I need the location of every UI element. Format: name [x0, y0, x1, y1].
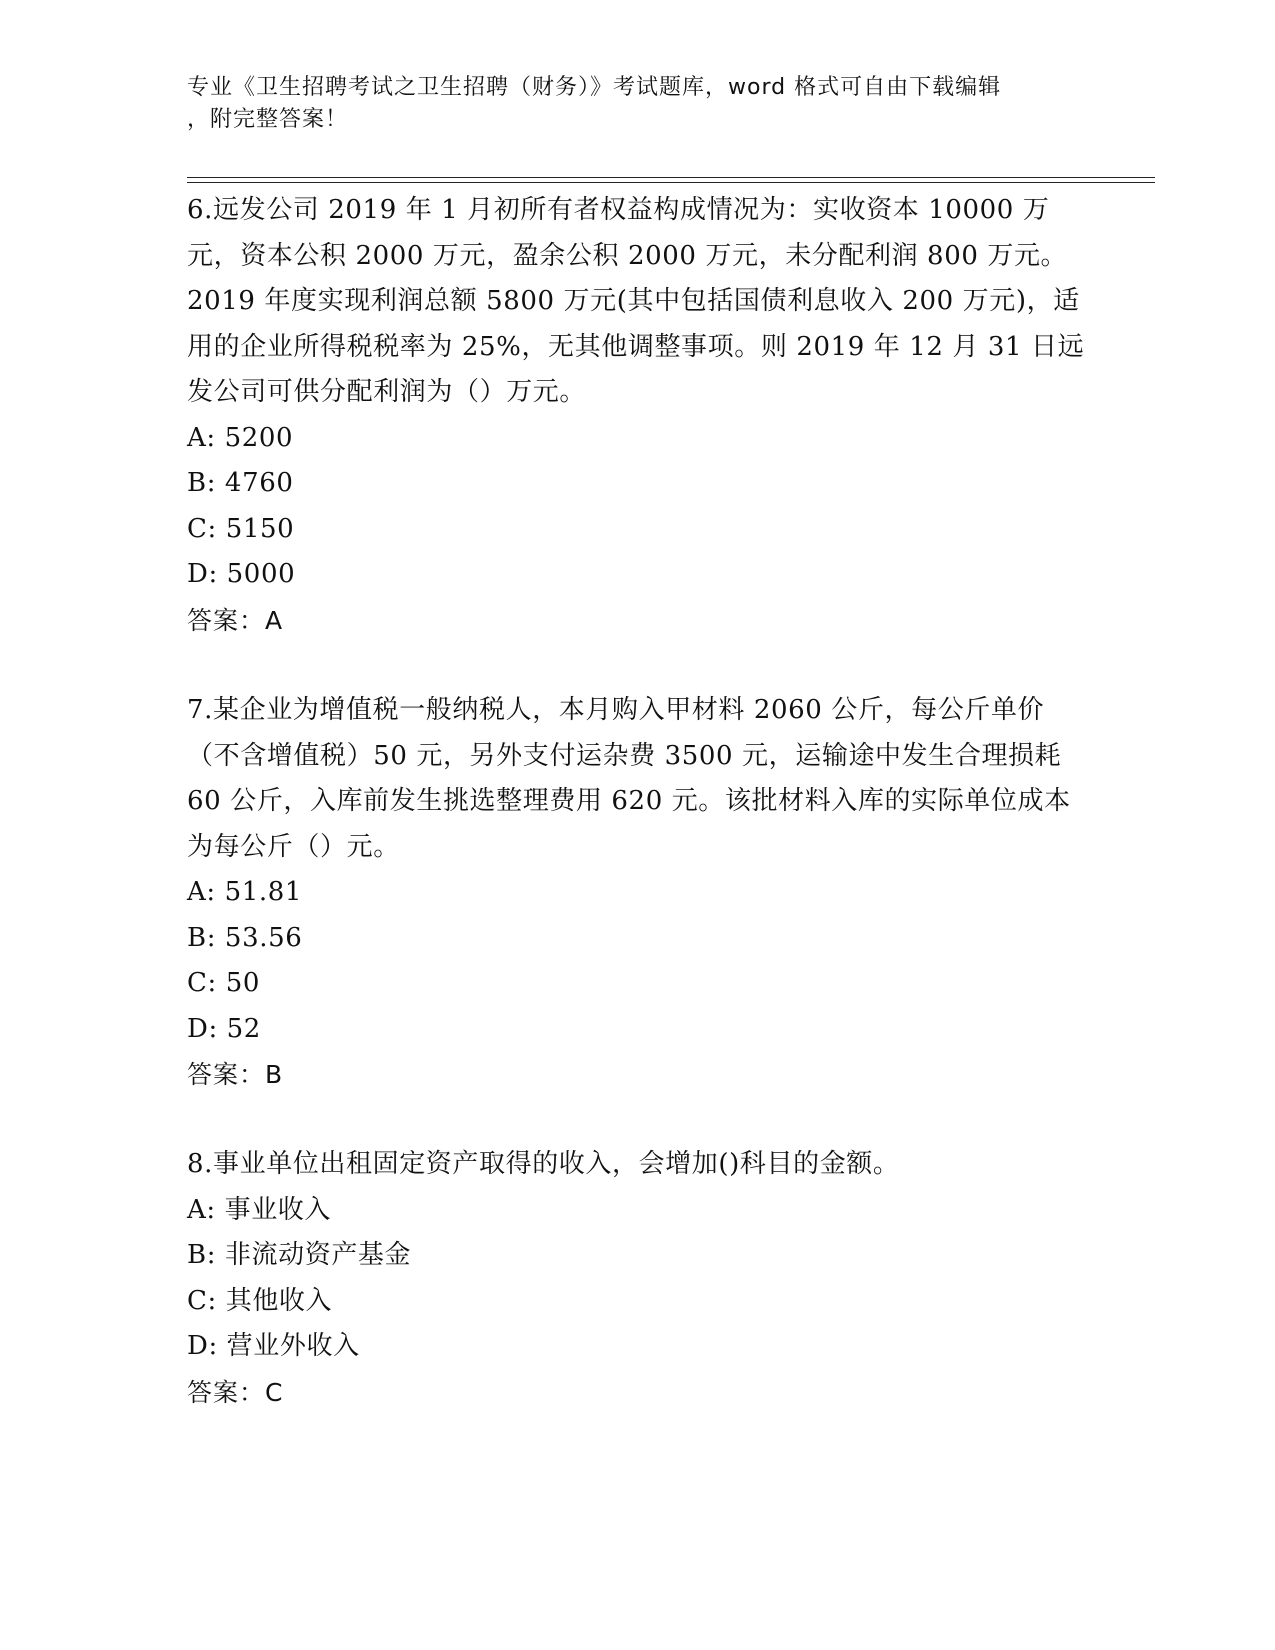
- option-a: A: 5200: [187, 422, 294, 453]
- option-d: D: 营业外收入: [187, 1331, 360, 1361]
- question-8: [187, 1142, 1087, 1415]
- option-c: C: 其他收入: [187, 1285, 333, 1316]
- option-a: A: 事业收入: [187, 1194, 332, 1225]
- question-stem: 7.某企业为增值税一般纳税人，本月购入甲材料 2060 公斤，每公斤单价（不含增值税）50 元，另外支付运杂费 3500 元，运输途中发生合理损耗 60 公斤，入库前发生挑选整理费用 620 元。该批材料入库的实际单位成本为每公斤（）元。: [187, 695, 1071, 862]
- option-b: B: 4760: [187, 468, 294, 498]
- answer-line: 答案：B: [187, 1060, 284, 1089]
- question-7: [187, 688, 1087, 1098]
- header-line-1: 专业《卫生招聘考试之卫生招聘（财务）》考试题库，word 格式可自由下载编辑: [187, 75, 1002, 100]
- option-b: B: 53.56: [187, 922, 303, 953]
- answer-line: 答案：C: [187, 1377, 284, 1407]
- document-header: [187, 72, 1067, 136]
- question-6: [187, 188, 1087, 643]
- question-stem: 6.远发公司 2019 年 1 月初所有者权益构成情况为：实收资本 10000 万元，资本公积 2000 万元，盈余公积 2000 万元，未分配利润 800 万元。2019 年度实现利润总额 5800 万元(其中包括国债利息收入 200 万元)，适用的企业所得税税率为 25%，无其他调整事项。则 2019 年 12 月 31 日远发公司可供分配利润为（）万元。: [187, 195, 1085, 407]
- option-d: D: 5000: [187, 559, 296, 589]
- answer-line: 答案：A: [187, 605, 284, 635]
- header-divider-top: [187, 177, 1155, 178]
- question-stem: 8.事业单位出租固定资产取得的收入，会增加()科目的金额。: [187, 1149, 900, 1179]
- option-c: C: 5150: [187, 513, 295, 544]
- option-c: C: 50: [187, 968, 261, 998]
- option-b: B: 非流动资产基金: [187, 1240, 412, 1270]
- option-a: A: 51.81: [187, 877, 303, 907]
- header-divider-bottom: [187, 182, 1155, 183]
- header-line-2: ，附完整答案！: [187, 107, 349, 132]
- option-d: D: 52: [187, 1013, 261, 1044]
